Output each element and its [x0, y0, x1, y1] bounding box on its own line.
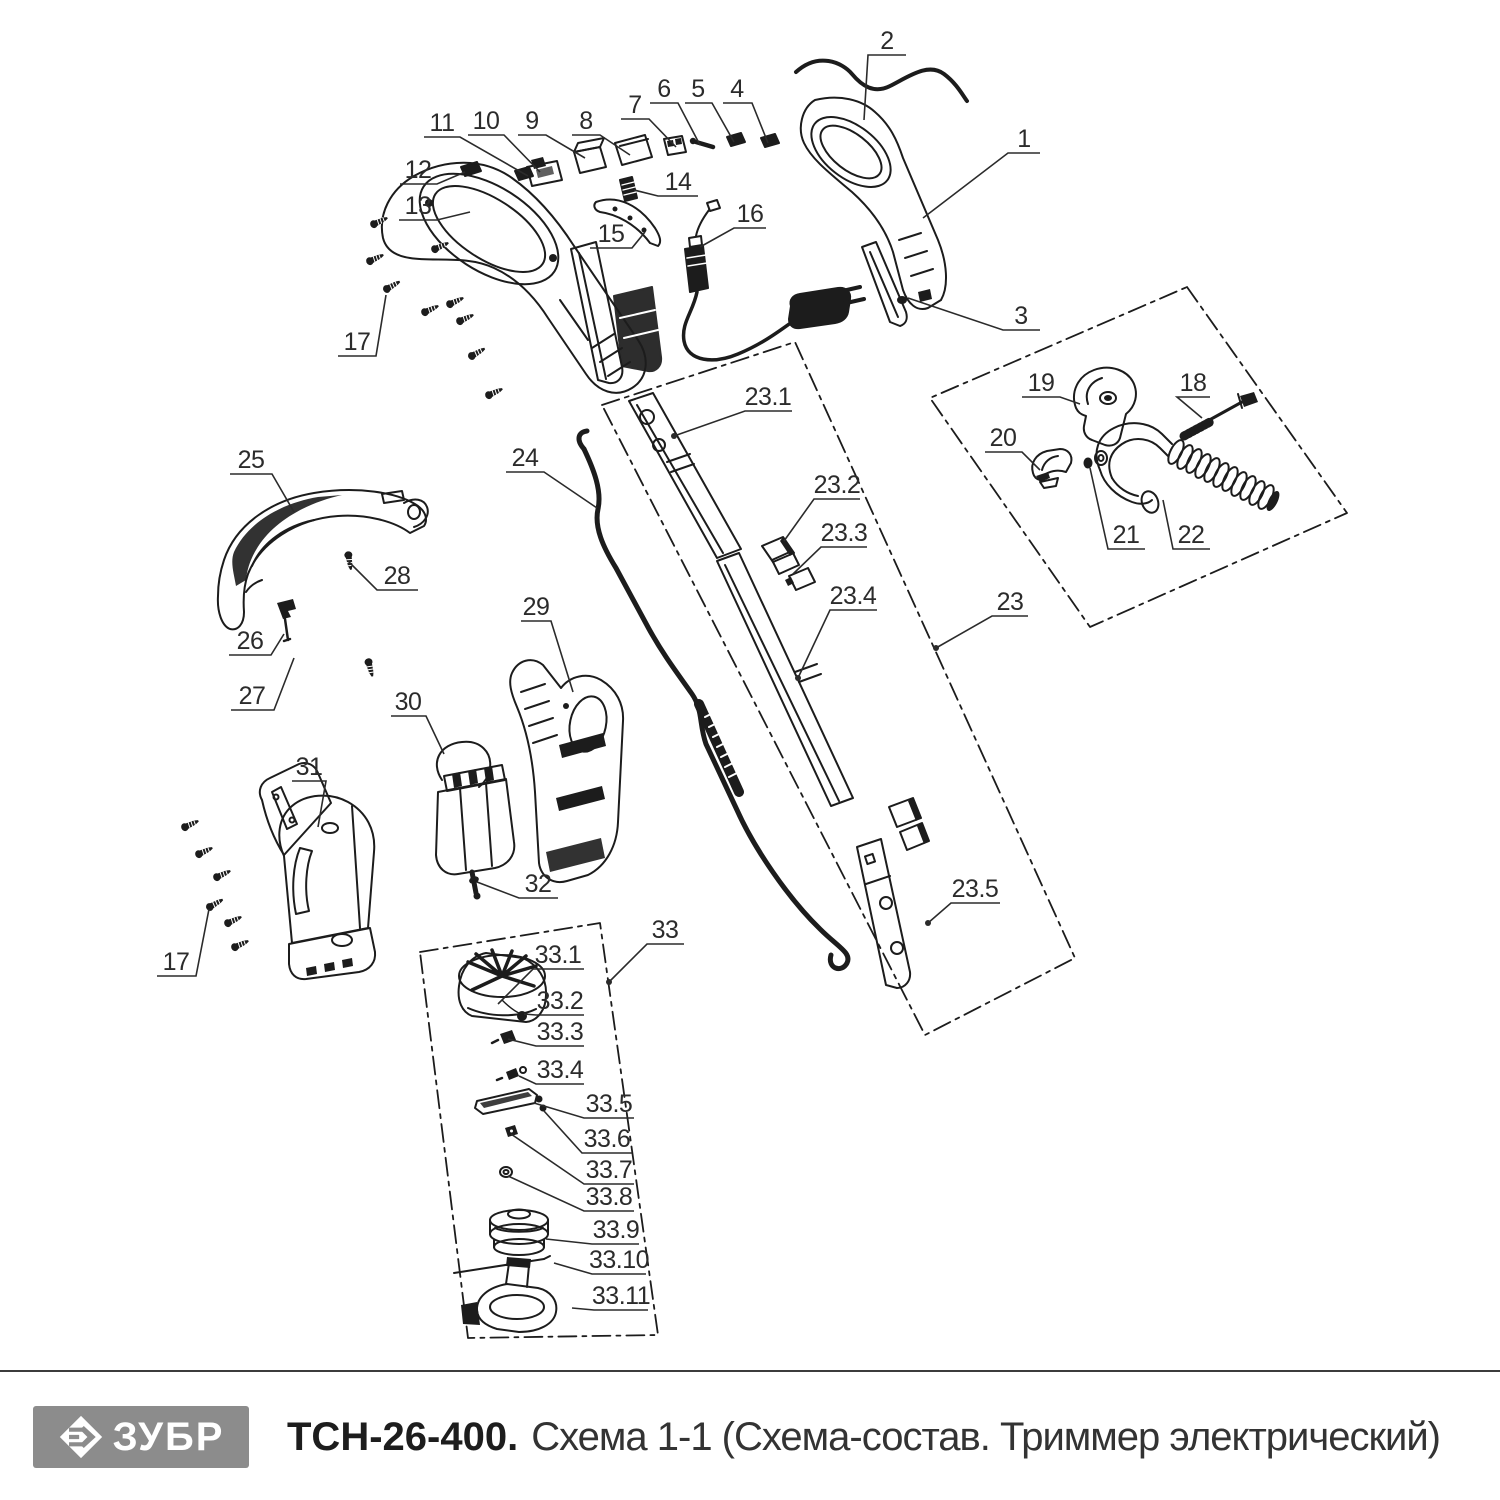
part-label-23.3: 23.3 [820, 519, 868, 547]
part-21-washer-nut [1084, 451, 1108, 469]
part-label-29: 29 [522, 593, 550, 621]
part-10-switch [527, 157, 562, 186]
part-2-power-cord [796, 61, 967, 101]
label-dot-23.5 [925, 920, 931, 926]
part-9-switch-block [574, 138, 606, 173]
part-label-33.3: 33.3 [536, 1018, 584, 1046]
power-plug [789, 288, 850, 328]
part-33-3-latch [492, 1030, 516, 1044]
screws-cluster-bottom [180, 817, 250, 952]
part-8-plate [615, 135, 652, 165]
part-label-32: 32 [524, 870, 552, 898]
part-13-housing-left [382, 151, 646, 393]
part-label-16: 16 [736, 200, 764, 228]
part-label-27: 27 [238, 682, 266, 710]
part-27-screw [364, 657, 377, 677]
part-label-23.4: 23.4 [829, 582, 877, 610]
part-26-blade [277, 599, 296, 641]
part-label-26: 26 [236, 627, 264, 655]
part-label-4: 4 [730, 75, 744, 103]
label-leader-24 [506, 472, 597, 508]
part-label-1: 1 [1017, 125, 1031, 153]
label-leader-19 [1022, 397, 1080, 404]
part-label-33.11: 33.11 [591, 1282, 651, 1310]
part-label-33.2: 33.2 [536, 987, 584, 1015]
label-leader-23 [936, 616, 1028, 648]
part-14-spring [620, 177, 637, 201]
label-leader-23.5 [928, 903, 1000, 923]
part-label-33.1: 33.1 [534, 941, 582, 969]
part-label-33: 33 [651, 916, 679, 944]
label-leader-16 [700, 228, 766, 247]
part-31-housing-lower [260, 763, 375, 979]
part-33-2-eyelet [502, 1000, 527, 1021]
logo-text: ЗУБР [112, 1415, 225, 1459]
schema-subtitle: Схема 1-1 (Схема-состав. Триммер электрический) [531, 1414, 1440, 1459]
part-label-2: 2 [880, 27, 894, 55]
part-label-23.2: 23.2 [813, 471, 861, 499]
part-label-33.6: 33.6 [583, 1125, 631, 1153]
label-leader-29 [521, 621, 573, 692]
part-label-33.4: 33.4 [536, 1056, 584, 1084]
part-label-23: 23 [996, 588, 1024, 616]
part-label-19: 19 [1027, 369, 1055, 397]
part-label-9: 9 [525, 107, 539, 135]
part-label-13: 13 [404, 192, 432, 220]
screws-cluster-top [365, 214, 504, 400]
part-label-8: 8 [579, 107, 593, 135]
label-leader-18 [1177, 397, 1210, 418]
label-dot-33 [606, 979, 612, 985]
part-33-9-spool [490, 1210, 548, 1256]
zubr-logo [33, 1406, 249, 1468]
part-23-2-coupler [762, 537, 799, 574]
part-label-33.9: 33.9 [592, 1216, 640, 1244]
part-label-20: 20 [989, 424, 1017, 452]
part-33-5-lever [475, 1089, 543, 1114]
label-dot-23 [933, 645, 939, 651]
part-23-lower-couplers [889, 798, 929, 850]
part-25-guard [218, 490, 428, 629]
part-label-28: 28 [383, 562, 411, 590]
part-label-22: 22 [1177, 521, 1205, 549]
label-dot-23.1 [671, 433, 677, 439]
part-label-15: 15 [597, 220, 625, 248]
part-29-gear-housing [510, 660, 623, 882]
footer-divider [0, 1370, 1500, 1372]
part-label-33.10: 33.10 [588, 1246, 650, 1274]
part-28-screw [344, 551, 355, 571]
part-16-cord-assembly [684, 200, 864, 360]
label-leader-30 [391, 716, 444, 754]
part-label-14: 14 [664, 168, 692, 196]
part-label-33.8: 33.8 [585, 1183, 633, 1211]
label-leader-23.1 [674, 411, 792, 436]
part-label-33.7: 33.7 [585, 1156, 633, 1184]
part-label-6: 6 [657, 75, 671, 103]
page-title [287, 1406, 1440, 1468]
part-23-3-coupler-small [785, 568, 815, 590]
model-number: ТСН-26-400. [287, 1414, 519, 1459]
part-6-screw [690, 138, 713, 147]
part-label-25: 25 [237, 446, 265, 474]
part-32-pin [468, 875, 480, 885]
part-4-clip [761, 134, 779, 147]
part-label-17: 17 [162, 948, 190, 976]
part-label-17: 17 [343, 328, 371, 356]
part-label-7: 7 [628, 91, 642, 119]
label-leader-1 [923, 153, 1040, 218]
zubr-logo-icon [58, 1414, 104, 1460]
part-18-bolt [1184, 392, 1258, 436]
part-23-5-shaft-lower [857, 839, 910, 988]
part-33-10-line [454, 1256, 550, 1273]
label-dot-23.4 [795, 675, 801, 681]
part-label-24: 24 [511, 444, 539, 472]
part-label-3: 3 [1014, 302, 1028, 330]
part-label-31: 31 [295, 753, 323, 781]
label-leader-25 [230, 474, 294, 512]
part-label-12: 12 [404, 156, 432, 184]
part-label-30: 30 [394, 688, 422, 716]
part-label-11: 11 [429, 109, 455, 137]
part-label-5: 5 [691, 75, 705, 103]
label-leader-31 [292, 781, 326, 827]
label-leader-23.4 [798, 610, 877, 678]
part-33-8-washer [500, 1167, 512, 1177]
labels-layer [157, 27, 1210, 1310]
part-3-cover-strip [862, 242, 907, 326]
part-label-10: 10 [472, 107, 500, 135]
part-33-11-cap [461, 1257, 556, 1332]
group-18-22-boundary [930, 287, 1347, 627]
part-label-18: 18 [1179, 369, 1207, 397]
label-leader-33 [609, 944, 684, 982]
part-33-1-spool-head [459, 950, 547, 1022]
part-label-23.5: 23.5 [951, 875, 999, 903]
part-label-33.5: 33.5 [585, 1090, 633, 1118]
part-label-21: 21 [1112, 521, 1140, 549]
part-30-motor [436, 742, 514, 900]
part-label-23.1: 23.1 [744, 383, 792, 411]
